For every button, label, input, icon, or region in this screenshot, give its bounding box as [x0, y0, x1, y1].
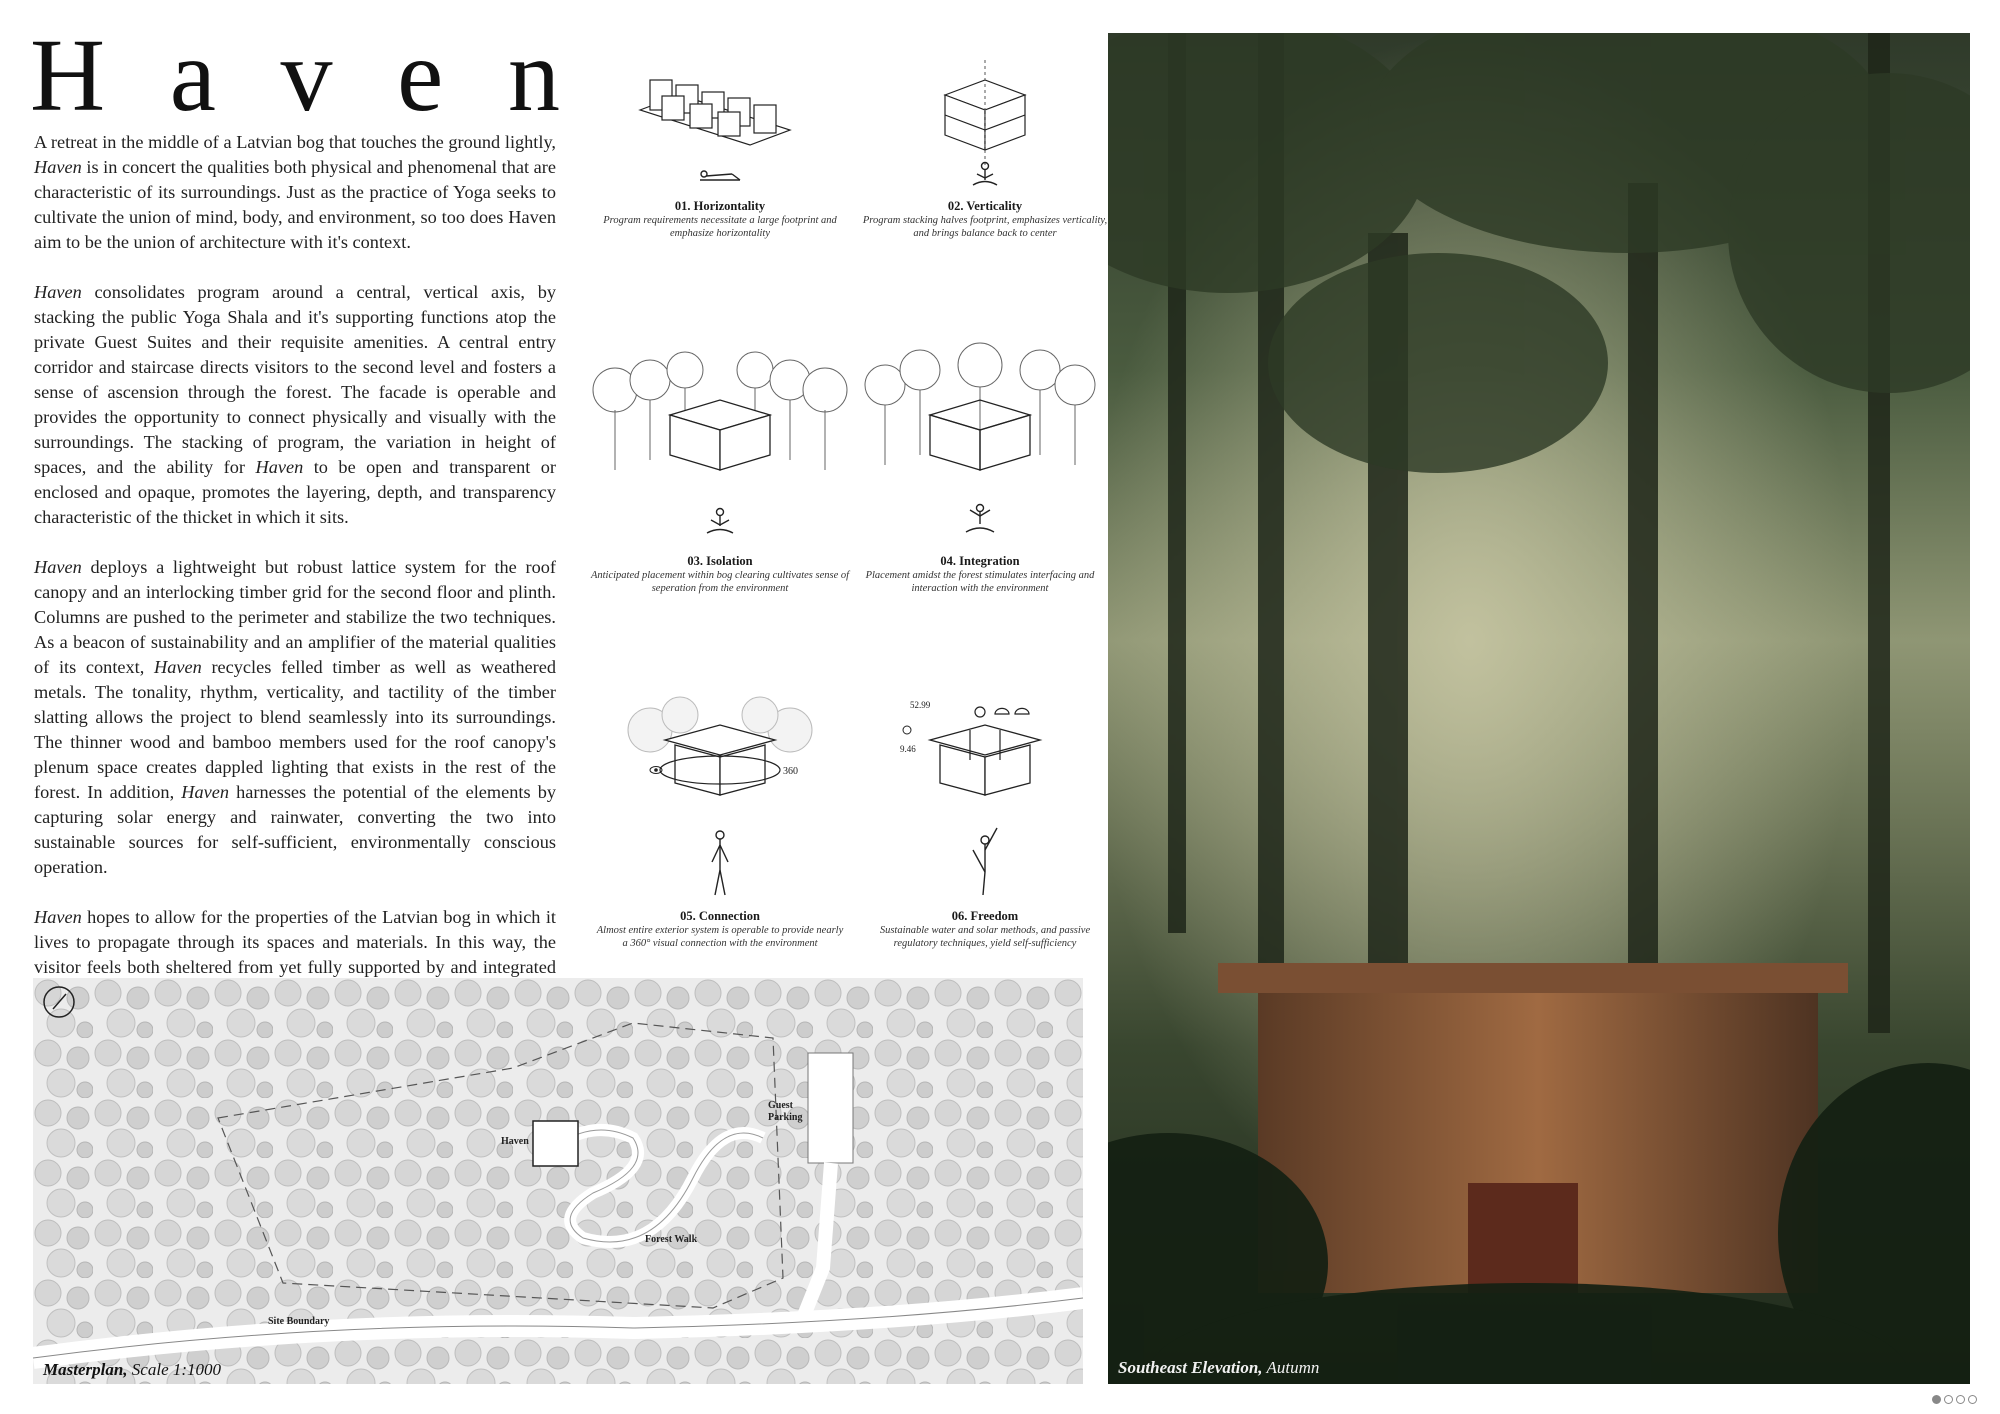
page-indicator[interactable]: [1932, 1395, 1977, 1404]
title-letter: a: [169, 18, 216, 133]
diagram-caption: Sustainable water and solar methods, and passive regulatory techniques, yield self-sufficiency: [879, 925, 1091, 949]
integration-illustration: [860, 340, 1100, 550]
isolation-illustration: [585, 340, 855, 550]
horizontal-massing-illustration: [620, 50, 820, 195]
diagram-verticality: [860, 50, 1110, 240]
label-guest-parking: Guest Parking: [768, 1100, 803, 1123]
sun-icon: [975, 707, 985, 717]
diagram-title: 03. Isolation: [687, 554, 753, 568]
page-dot[interactable]: [1944, 1395, 1953, 1404]
masterplan-image: [33, 978, 1083, 1384]
sun-small-icon: [903, 726, 911, 734]
page-dot-active[interactable]: [1932, 1395, 1941, 1404]
yoga-dancer-icon: [973, 828, 997, 895]
page-dot[interactable]: [1968, 1395, 1977, 1404]
diagram-title: 04. Integration: [940, 554, 1020, 568]
southeast-elevation-render: [1108, 33, 1970, 1384]
diagram-isolation: [585, 340, 855, 595]
haven-footprint: [533, 1121, 578, 1166]
masterplan-drawing: [33, 978, 1083, 1384]
diagram-freedom: [860, 690, 1110, 950]
cloud-icon: [995, 708, 1009, 714]
title-letter: H: [30, 18, 106, 133]
page-dot[interactable]: [1956, 1395, 1965, 1404]
diagram-title: 02. Verticality: [947, 199, 1023, 213]
diagram-caption: Almost entire exterior system is operable to provide nearly a 360° visual connection with the environment: [596, 925, 844, 949]
diagram-caption: Program requirements necessitate a large footprint and emphasize horizontality: [603, 215, 837, 239]
vertical-massing-illustration: [885, 50, 1085, 195]
connection-illustration: [620, 690, 820, 905]
freedom-illustration: [885, 690, 1085, 905]
diagram-horizontality: [595, 50, 845, 240]
diagram-caption: Placement amidst the forest stimulates interfacing and interaction with the environment: [865, 570, 1095, 594]
diagram-title: 06. Freedom: [951, 909, 1019, 923]
diagram-caption: Anticipated placement within bog clearing cultivates sense of seperation from the environment: [590, 570, 850, 594]
project-description: [34, 130, 556, 1030]
meditation-icon: [707, 509, 733, 534]
label-forest-walk: Forest Walk: [645, 1234, 698, 1245]
rain-cloud-icon: [1015, 708, 1029, 714]
dimension-label: 9.46: [900, 744, 916, 754]
standing-figure-icon: [712, 831, 728, 895]
diagram-integration: [860, 340, 1100, 595]
project-title: [30, 18, 560, 133]
masterplan-caption: Masterplan, Scale 1:1000: [43, 1360, 222, 1379]
paragraph: Haven consolidates program around a central, vertical axis, by stacking the public Yoga Shala and it's supporting functions atop the private Guest Suites and their requisite amenities. A central entry corridor and staircase directs visitors to the second level and fosters a sense of ascension through the forest. The facade is operable and provides the opportunity to connect physically and visually with the surroundings. The stacking of program, the variation in height of spaces, and the ability for Haven to be open and transparent or enclosed and opaque, promotes the layering, depth, and transparency characteristic of the thicket in which it sits.: [34, 282, 557, 527]
paragraph: Haven hopes to allow for the properties of the Latvian bog in which it lives to propagate through its spaces and materials. In this way, the visitor feels both sheltered from yet fully supported by and integrated: [34, 907, 556, 977]
angle-label: 360: [783, 766, 798, 777]
title-letter: n: [507, 18, 560, 133]
title-letter: v: [280, 18, 333, 133]
title-letter: e: [397, 18, 444, 133]
yoga-lotus-icon: [966, 505, 994, 533]
diagram-caption: Program stacking halves footprint, emphasizes verticality, and brings balance back to center: [862, 215, 1108, 239]
diagram-title: 01. Horizontality: [674, 199, 766, 213]
paragraph: A retreat in the middle of a Latvian bog that touches the ground lightly, Haven is in concert the qualities both physical and phenomenal that are characteristic of its surroundings. Just as the practice of Yoga seeks to cultivate the union of mind, body, and environment, so too does Haven aim to be the union of architecture with it's context.: [34, 132, 557, 252]
label-haven: Haven: [501, 1136, 529, 1147]
forest-render-illustration: [1108, 33, 1970, 1384]
yoga-pose-icon: [700, 171, 740, 180]
meditation-icon: [973, 163, 997, 186]
dimension-label: 52.99: [910, 700, 931, 710]
diagram-title: 05. Connection: [680, 909, 760, 923]
label-site-boundary: Site Boundary: [268, 1316, 330, 1327]
paragraph: Haven deploys a lightweight but robust lattice system for the roof canopy and an interlocking timber grid for the second floor and plinth. Columns are pushed to the perimeter and stabilize the two techniques. As a beacon of sustainability and an amplifier of the material qualities of its context, Haven recycles felled timber as well as weathered metals. The tonality, rhythm, verticality, and tactility of the timber slatting allows the project to blend seamlessly into its surroundings. The thinner wood and bamboo members used for the roof canopy's plenum space creates dappled lighting that exists in the rest of the forest. In addition, Haven harnesses the potential of the elements by capturing solar energy and rainwater, converting the two into sustainable sources for self-sufficient, environmentally conscious operation.: [34, 557, 556, 877]
diagram-connection: [595, 690, 845, 950]
render-caption: Southeast Elevation, Autumn: [1118, 1358, 1320, 1377]
